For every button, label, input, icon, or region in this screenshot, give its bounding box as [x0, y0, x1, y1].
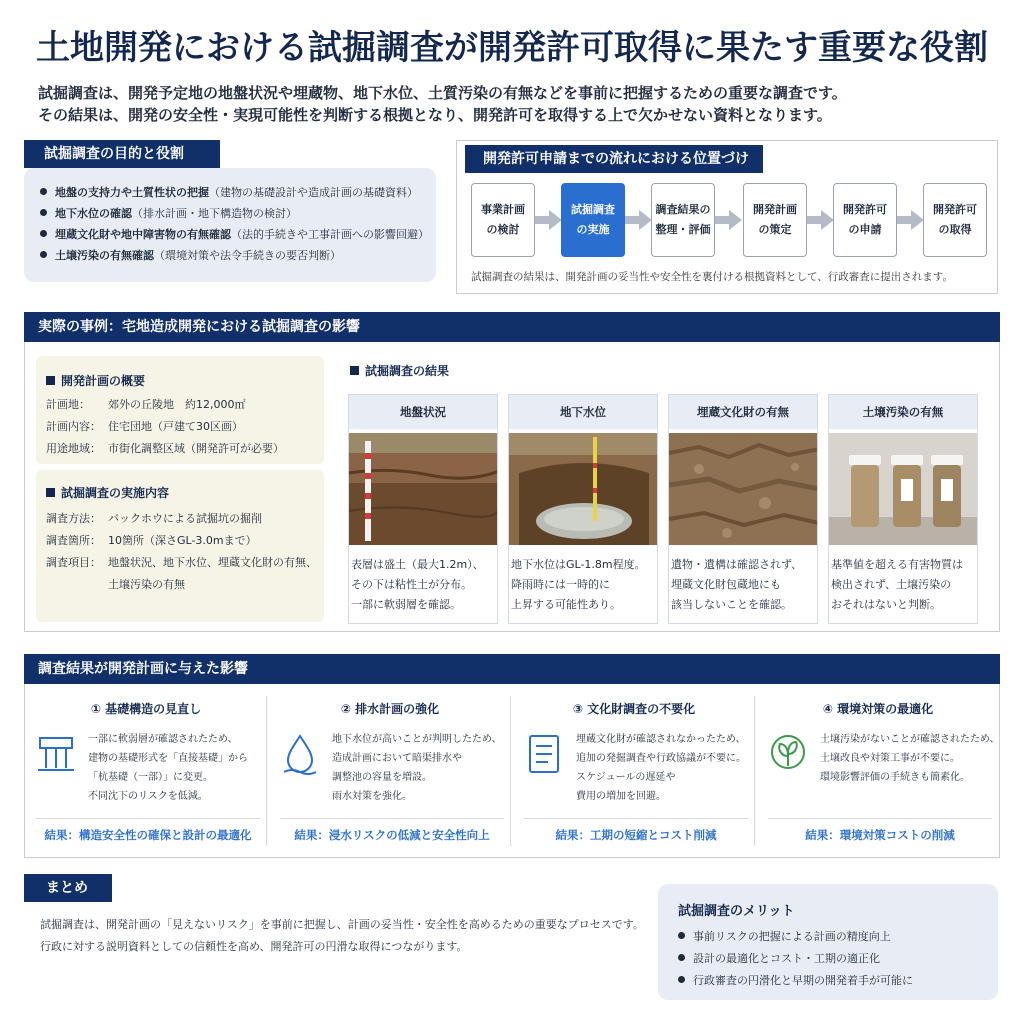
impact-line: 「杭基礎（一部）」に変更。 — [88, 772, 213, 783]
impact-col-drainage — [272, 700, 508, 848]
impact-line: 土壌汚染がないことが確認されたため、 — [820, 734, 1000, 745]
impact-line: 追加の発掘調査や行政協議が不要に。 — [576, 753, 746, 764]
merit-item: 行政審査の円滑化と早期の開発着手が可能に — [678, 970, 913, 992]
merit-item: 設計の最適化とコスト・工期の適正化 — [678, 948, 913, 970]
purpose-panel — [24, 168, 436, 282]
soil-surface-photo — [669, 433, 817, 545]
impact-result: 結果：浸水リスクの低減と安全性向上 — [280, 818, 504, 843]
impact-title: ② 排水計画の強化 — [340, 702, 440, 716]
impact-line: 地下水位が高いことが判明したため、 — [332, 734, 502, 745]
result-line: 埋蔵文化財包蔵地にも — [671, 578, 781, 591]
result-line: 基準値を超える有害物質は — [831, 558, 963, 571]
impact-line: 不同沈下のリスクを低減。 — [88, 791, 208, 802]
results-title: 試掘調査の結果 — [350, 362, 449, 379]
overview-row: 計画内容： 住宅団地（戸建て30区画） — [46, 420, 243, 433]
result-card-groundwater — [508, 394, 658, 624]
impact-line: 雨水対策を強化。 — [332, 791, 412, 802]
impact-line: 埋蔵文化財が確認されなかったため、 — [576, 734, 746, 745]
result-head: 地下水位 — [509, 395, 657, 429]
water-drop-icon — [280, 732, 320, 776]
groundwater-pit-photo — [509, 433, 657, 545]
foundation-icon — [36, 732, 76, 776]
result-line: その下は粘性土が分布。 — [351, 578, 472, 591]
result-line: 一部に軟弱層を確認。 — [351, 598, 461, 611]
flow-header: 開発許可申請までの流れにおける位置づけ — [465, 145, 763, 173]
implementation-title: 試掘調査の実施内容 — [46, 484, 169, 501]
divider — [266, 696, 267, 846]
impact-col-environment — [760, 700, 1000, 848]
overview-row: 用途地域： 市街化調整区域（開発許可が必要） — [46, 442, 284, 455]
result-head: 埋蔵文化財の有無 — [669, 395, 817, 429]
impact-result: 結果：構造安全性の確保と設計の最適化 — [36, 818, 260, 843]
summary-line-1: 試掘調査は、開発計画の「見えないリスク」を事前に把握し、計画の妥当性・安全性を高めるための重要なプロセスです。 — [40, 918, 644, 931]
result-line: おそれはないと判断。 — [831, 598, 941, 611]
purpose-header: 試掘調査の目的と役割 — [24, 140, 220, 168]
flow-panel — [456, 140, 998, 294]
result-card-ground — [348, 394, 498, 624]
implementation-row: 土壌汚染の有無 — [108, 578, 185, 591]
impact-title: ④ 環境対策の最適化 — [822, 702, 934, 716]
intro-line-1: 試掘調査は、開発予定地の地盤状況や埋蔵物、地下水位、土質汚染の有無などを事前に把握するための重要な調査です。 — [38, 84, 847, 102]
summary-line-2: 行政に対する説明資料としての信頼性を高め、開発許可の円滑な取得につながります。 — [40, 940, 468, 953]
summary-header: まとめ — [24, 874, 112, 902]
result-line: 降雨時には一時的に — [511, 578, 610, 591]
implementation-row: 調査方法： バックホウによる試掘坑の掘削 — [46, 512, 262, 525]
flow-note: 試掘調査の結果は、開発計画の妥当性や安全性を裏付ける根拠資料として、行政審査に提出されます。 — [471, 271, 953, 283]
purpose-list — [24, 168, 436, 266]
impact-line: 土壌改良や対策工事が不要に。 — [820, 753, 960, 764]
purpose-item: 地下水位の確認（排水計画・地下構造物の検討） — [40, 203, 436, 224]
document-icon — [524, 732, 564, 776]
impact-line: 環境影響評価の手続きも簡素化。 — [820, 772, 970, 783]
divider — [510, 696, 511, 846]
flow-step-5: 開発許可 の申請 — [833, 183, 897, 257]
overview-title: 開発計画の概要 — [46, 372, 145, 389]
result-line: 上昇する可能性あり。 — [511, 598, 621, 611]
purpose-item: 土壌汚染の有無確認（環境対策や法令手続きの要否判断） — [40, 245, 436, 266]
merits-title: 試掘調査のメリット — [678, 904, 795, 919]
result-line: 表層は盛土（最大1.2m）、 — [351, 558, 484, 571]
arrow-right-icon — [729, 210, 742, 230]
divider — [754, 696, 755, 846]
flow-step-1: 事業計画 の検討 — [471, 183, 535, 257]
flow-step-4: 開発計画 の策定 — [743, 183, 807, 257]
impact-line: 費用の増加を回避。 — [576, 791, 666, 802]
impact-line: スケジュールの遅延や — [576, 772, 676, 783]
impact-header: 調査結果が開発計画に与えた影響 — [24, 654, 1000, 684]
result-head: 土壌汚染の有無 — [829, 395, 977, 429]
implementation-row: 調査箇所： 10箇所（深さGL-3.0mまで） — [46, 534, 257, 547]
result-line: 該当しないことを確認。 — [671, 598, 792, 611]
intro-line-2: その結果は、開発の安全性・実現可能性を判断する根拠となり、開発許可を取得する上で欠かせない資料となります。 — [38, 106, 832, 124]
merits-panel — [658, 884, 998, 1000]
result-card-contamination — [828, 394, 978, 624]
page-title: 土地開発における試掘調査が開発許可取得に果たす重要な役割 — [36, 28, 988, 68]
purpose-item: 地盤の支持力や土質性状の把握（建物の基礎設計や造成計画の基礎資料） — [40, 182, 436, 203]
flow-step-2: 試掘調査 の実施 — [561, 183, 625, 257]
implementation-row: 調査項目： 地盤状況、地下水位、埋蔵文化財の有無、 — [46, 556, 317, 569]
flow-step-6: 開発許可 の取得 — [923, 183, 987, 257]
overview-row: 計画地： 郊外の丘陵地 約12,000㎡ — [46, 398, 246, 411]
impact-line: 一部に軟弱層が確認されたため、 — [88, 734, 238, 745]
case-header: 実際の事例：宅地造成開発における試掘調査の影響 — [24, 312, 1000, 342]
flow-step-3: 調査結果の 整理・評価 — [651, 183, 715, 257]
merit-item: 事前リスクの把握による計画の精度向上 — [678, 926, 913, 948]
impact-line: 建物の基礎形式を「直接基礎」から — [88, 753, 248, 764]
result-line: 検出されず、土壌汚染の — [831, 578, 952, 591]
impact-title: ③ 文化財調査の不要化 — [572, 702, 696, 716]
result-head: 地盤状況 — [349, 395, 497, 429]
implementation-panel — [36, 470, 324, 622]
leaf-icon — [768, 732, 808, 776]
impact-line: 調整池の容量を増設。 — [332, 772, 432, 783]
impact-col-foundation — [28, 700, 264, 848]
impact-title: ① 基礎構造の見直し — [90, 702, 202, 716]
result-line: 地下水位はGL-1.8m程度。 — [511, 558, 646, 571]
soil-sample-jars-photo — [829, 433, 977, 545]
result-card-cultural — [668, 394, 818, 624]
impact-result: 結果：工期の短縮とコスト削減 — [524, 818, 748, 843]
overview-panel — [36, 356, 324, 464]
purpose-item: 埋蔵文化財や地中障害物の有無確認（法的手続きや工事計画への影響回避） — [40, 224, 436, 245]
impact-col-cultural — [516, 700, 752, 848]
impact-line: 造成計画において暗渠排水や — [332, 753, 462, 764]
result-line: 遺物・遺構は確認されず、 — [671, 558, 803, 571]
ground-cross-section-photo — [349, 433, 497, 545]
impact-result: 結果：環境対策コストの削減 — [768, 818, 992, 843]
